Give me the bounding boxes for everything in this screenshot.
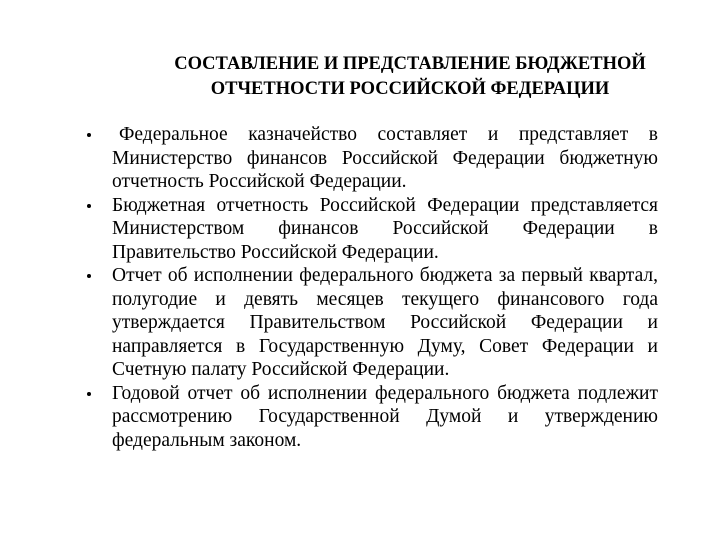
bullet-text: Годовой отчет об исполнении федерального бюджета подлежит рассмотрению Государственной Думой и утверждению федеральным законом.: [112, 382, 658, 451]
slide-title-line-1: СОСТАВЛЕНИЕ И ПРЕДСТАВЛЕНИЕ БЮДЖЕТНОЙ: [174, 54, 646, 74]
bullet-dot-icon: [87, 133, 91, 137]
bullet-item: [0, 382, 720, 453]
slide-title-line-2: ОТЧЕТНОСТИ РОССИЙСКОЙ ФЕДЕРАЦИИ: [210, 79, 610, 99]
bullet-text: Федеральное казначейство составляет и представляет в Министерство финансов Российской Федерации бюджетную отчетность Российской Федерации.: [112, 124, 658, 192]
bullet-dot-icon: [87, 204, 91, 208]
bullet-list: [0, 123, 720, 452]
bullet-item: [0, 123, 720, 194]
bullet-dot-icon: [87, 274, 91, 278]
slide-title: [60, 52, 720, 102]
bullet-text: Отчет об исполнении федерального бюджета за первый квартал, полугодие и девять месяцев текущего финансового года утверждается Правительством Российской Федерации и направляется в Государственную Думу, Совет Федерации и Счетную палату Российской Федерации.: [112, 265, 658, 380]
bullet-text: Бюджетная отчетность Российской Федерации представляется Министерством финансов Российской Федерации в Правительство Российской Федерации.: [112, 194, 658, 263]
bullet-item: [0, 194, 720, 265]
bullet-item: [0, 264, 720, 382]
bullet-dot-icon: [87, 392, 91, 396]
